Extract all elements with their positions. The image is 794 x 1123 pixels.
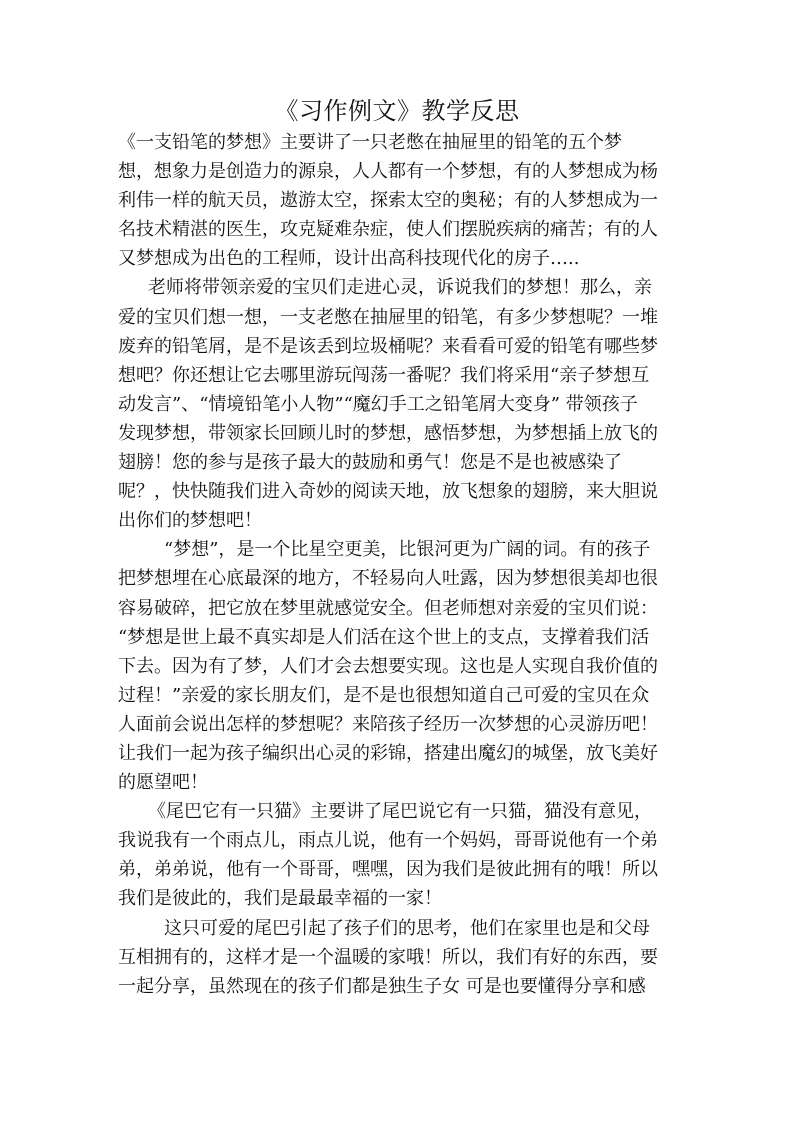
text-line: 《尾巴它有一只猫》主要讲了尾巴说它有一只猫，猫没有意见， xyxy=(148,801,652,823)
text-line: “梦想是世上最不真实却是人们活在这个世上的支点，支撑着我们活 xyxy=(118,626,650,648)
text-line: 我们是彼此的，我们是最最幸福的一家！ xyxy=(118,888,442,910)
text-line: 把梦想埋在心底最深的地方，不轻易向人吐露，因为梦想很美却也很 xyxy=(118,568,658,590)
text-line: 想，想象力是创造力的源泉，人人都有一个梦想，有的人梦想成为杨 xyxy=(118,161,658,183)
text-line: 出你们的梦想吧！ xyxy=(118,510,262,532)
body-text xyxy=(118,128,680,1001)
text-line: 我说我有一个雨点儿，雨点儿说，他有一个妈妈，哥哥说他有一个弟 xyxy=(118,830,658,852)
text-line: 一起分享，虽然现在的孩子们都是独生子女 可是也要懂得分享和感 xyxy=(118,975,646,997)
text-line: 又梦想成为出色的工程师，设计出高科技现代化的房子….. xyxy=(118,248,580,270)
text-line: 让我们一起为孩子编织出心灵的彩锦，搭建出魔幻的城堡，放飞美好 xyxy=(118,742,658,764)
text-line: 互相拥有的，这样才是一个温暖的家哦！所以，我们有好的东西，要 xyxy=(118,946,658,968)
text-line: 想吧？你还想让它去哪里游玩闯荡一番呢？我们将采用“亲子梦想互 xyxy=(118,364,650,386)
text-line: 动发言”、“情境铅笔小人物”“魔幻手工之铅笔屑大变身” 带领孩子 xyxy=(118,393,638,415)
text-line: 废弃的铅笔屑，是不是该丢到垃圾桶呢？来看看可爱的铅笔有哪些梦 xyxy=(118,335,658,357)
text-line: 《一支铅笔的梦想》主要讲了一只老憋在抽屉里的铅笔的五个梦 xyxy=(118,132,622,153)
text-line: 的愿望吧！ xyxy=(118,772,208,794)
text-line: 呢？，快快随我们进入奇妙的阅读天地，放飞想象的翅膀，来大胆说 xyxy=(118,481,658,503)
text-line: 老师将带领亲爱的宝贝们走进心灵，诉说我们的梦想！那么，亲 xyxy=(148,277,652,299)
text-line: “梦想”，是一个比星空更美，比银河更为广阔的词。有的孩子 xyxy=(164,539,651,561)
text-line: 过程！”亲爱的家长朋友们，是不是也很想知道自己可爱的宝贝在众 xyxy=(118,684,650,706)
text-line: 爱的宝贝们想一想，一支老憋在抽屉里的铅笔，有多少梦想呢？一堆 xyxy=(118,306,658,328)
text-line: 人面前会说出怎样的梦想呢？来陪孩子经历一次梦想的心灵游历吧！ xyxy=(118,713,658,735)
text-line: 这只可爱的尾巴引起了孩子们的思考，他们在家里也是和父母 xyxy=(164,917,650,939)
text-line: 利伟一样的航天员，遨游太空，探索太空的奥秘；有的人梦想成为一 xyxy=(118,190,658,212)
text-line: 容易破碎，把它放在梦里就感觉安全。但老师想对亲爱的宝贝们说： xyxy=(118,597,658,619)
page-title: 《习作例文》教学反思 xyxy=(274,97,520,125)
text-line: 翅膀！您的参与是孩子最大的鼓励和勇气！您是不是也被感染了 xyxy=(118,452,622,474)
text-line: 下去。因为有了梦，人们才会去想要实现。这也是人实现自我价值的 xyxy=(118,655,658,677)
text-line: 发现梦想，带领家长回顾儿时的梦想，感悟梦想，为梦想插上放飞的 xyxy=(118,422,658,444)
text-line: 名技术精湛的医生，攻克疑难杂症，使人们摆脱疾病的痛苦；有的人 xyxy=(118,219,658,241)
text-line: 弟，弟弟说，他有一个哥哥，嘿嘿，因为我们是彼此拥有的哦！所以 xyxy=(118,859,658,881)
